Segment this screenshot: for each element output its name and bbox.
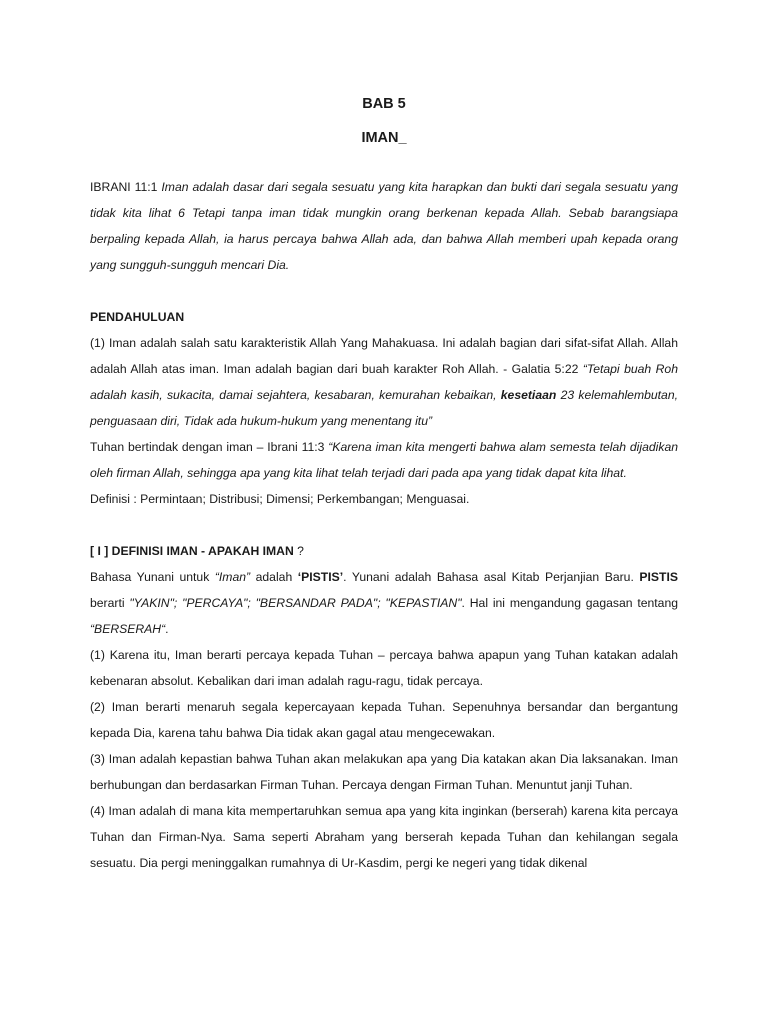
definisi-item: (1) Karena itu, Iman berarti percaya kepada Tuhan – percaya bahwa apapun yang Tuhan katakan adalah kebenaran absolut. Kebalikan dari iman adalah ragu-ragu, tidak percaya.: [90, 648, 678, 688]
intro-quote: Iman adalah dasar dari segala sesuatu yang kita harapkan dan bukti dari segala sesuatu yang tidak kita lihat 6 Tetapi tanpa iman tidak mungkin orang berkenan kepada Allah. Sebab barangsiapa berpaling kepada Allah, ia harus percaya bahwa Allah ada, dan bahwa Allah memberi upah kepada orang yang sungguh-sungguh mencari Dia.: [90, 180, 678, 272]
pendahuluan-paragraph-2: [90, 434, 678, 486]
pendahuluan-paragraph-1: [90, 330, 678, 434]
definisi-heading-text: [ I ] DEFINISI IMAN - APAKAH IMAN: [90, 544, 294, 558]
berserah-term: “BERSERAH“: [90, 622, 166, 636]
pistis-term: ‘PISTIS’: [297, 570, 344, 584]
definisi-item: (3) Iman adalah kepastian bahwa Tuhan akan melakukan apa yang Dia katakan akan Dia laksanakan. Iman berhubungan dan berdasarkan Firman Tuhan. Percaya dengan Firman Tuhan. Menuntut janji Tuhan.: [90, 752, 678, 792]
iman-term: “Iman”: [214, 570, 251, 584]
intro-reference: IBRANI 11:1: [90, 180, 162, 194]
section-heading-definisi: [90, 538, 678, 564]
chapter-title: IMAN_: [361, 130, 407, 146]
pistis-meanings: "YAKIN"; "PERCAYA"; "BERSANDAR PADA"; "KEPASTIAN": [129, 596, 462, 610]
chapter-number: BAB 5: [362, 96, 406, 112]
bahasa-text: Bahasa Yunani untuk: [90, 570, 215, 584]
bahasa-text: adalah: [250, 570, 298, 584]
intro-verse: [90, 174, 678, 278]
bahasa-text: . Yunani adalah Bahasa asal Kitab Perjanjian Baru.: [343, 570, 640, 584]
galatia-quote-start: “Tetapi buah Roh adalah kasih, sukacita, damai sejahtera, kesabaran, kemurahan kebaikan,: [90, 362, 678, 402]
definisi-heading-tail: ?: [293, 544, 304, 558]
bahasa-text: . Hal ini mengandung gagasan tentang: [461, 596, 678, 610]
pistis-term: PISTIS: [639, 570, 679, 584]
definisi-item: (4) Iman adalah di mana kita mempertaruhkan semua apa yang kita inginkan (berserah) karena kita percaya Tuhan dan Firman-Nya. Sama seperti Abraham yang berserah kepada Tuhan dan kehilangan segala sesuatu. Dia pergi meninggalkan rumahnya di Ur-Kasdim, pergi ke negeri yang tidak dikenal: [90, 804, 678, 870]
section-heading-pendahuluan: PENDAHULUAN: [90, 310, 185, 324]
bahasa-text: berarti: [90, 596, 130, 610]
pendahuluan-text: (1) Iman adalah salah satu karakteristik Allah Yang Mahakuasa. Ini adalah bagian dari sifat-sifat Allah. Allah adalah Allah atas iman. Iman adalah bagian dari buah karakter Roh Allah. - Galatia 5:22: [90, 336, 678, 376]
definisi-line: Definisi : Permintaan; Distribusi; Dimensi; Perkembangan; Menguasai.: [90, 492, 470, 506]
bahasa-text: .: [165, 622, 169, 636]
galatia-quote-emphasis: kesetiaan: [500, 388, 557, 402]
galatia-quote-end: 23 kelemahlembutan, penguasaan diri, Tidak ada hukum-hukum yang menentang itu”: [90, 388, 678, 428]
document-page: [90, 92, 678, 876]
bahasa-yunani-paragraph: [90, 564, 678, 642]
ibrani-quote: “Karena iman kita mengerti bahwa alam semesta telah dijadikan oleh firman Allah, sehingga apa yang kita lihat telah terjadi dari pada apa yang tidak dapat kita lihat.: [90, 440, 679, 480]
definisi-item: (2) Iman berarti menaruh segala kepercayaan kepada Tuhan. Sepenuhnya bersandar dan bergantung kepada Dia, karena tahu bahwa Dia tidak akan gagal atau mengecewakan.: [90, 700, 678, 740]
ibrani-text: Tuhan bertindak dengan iman – Ibrani 11:3: [90, 440, 329, 454]
